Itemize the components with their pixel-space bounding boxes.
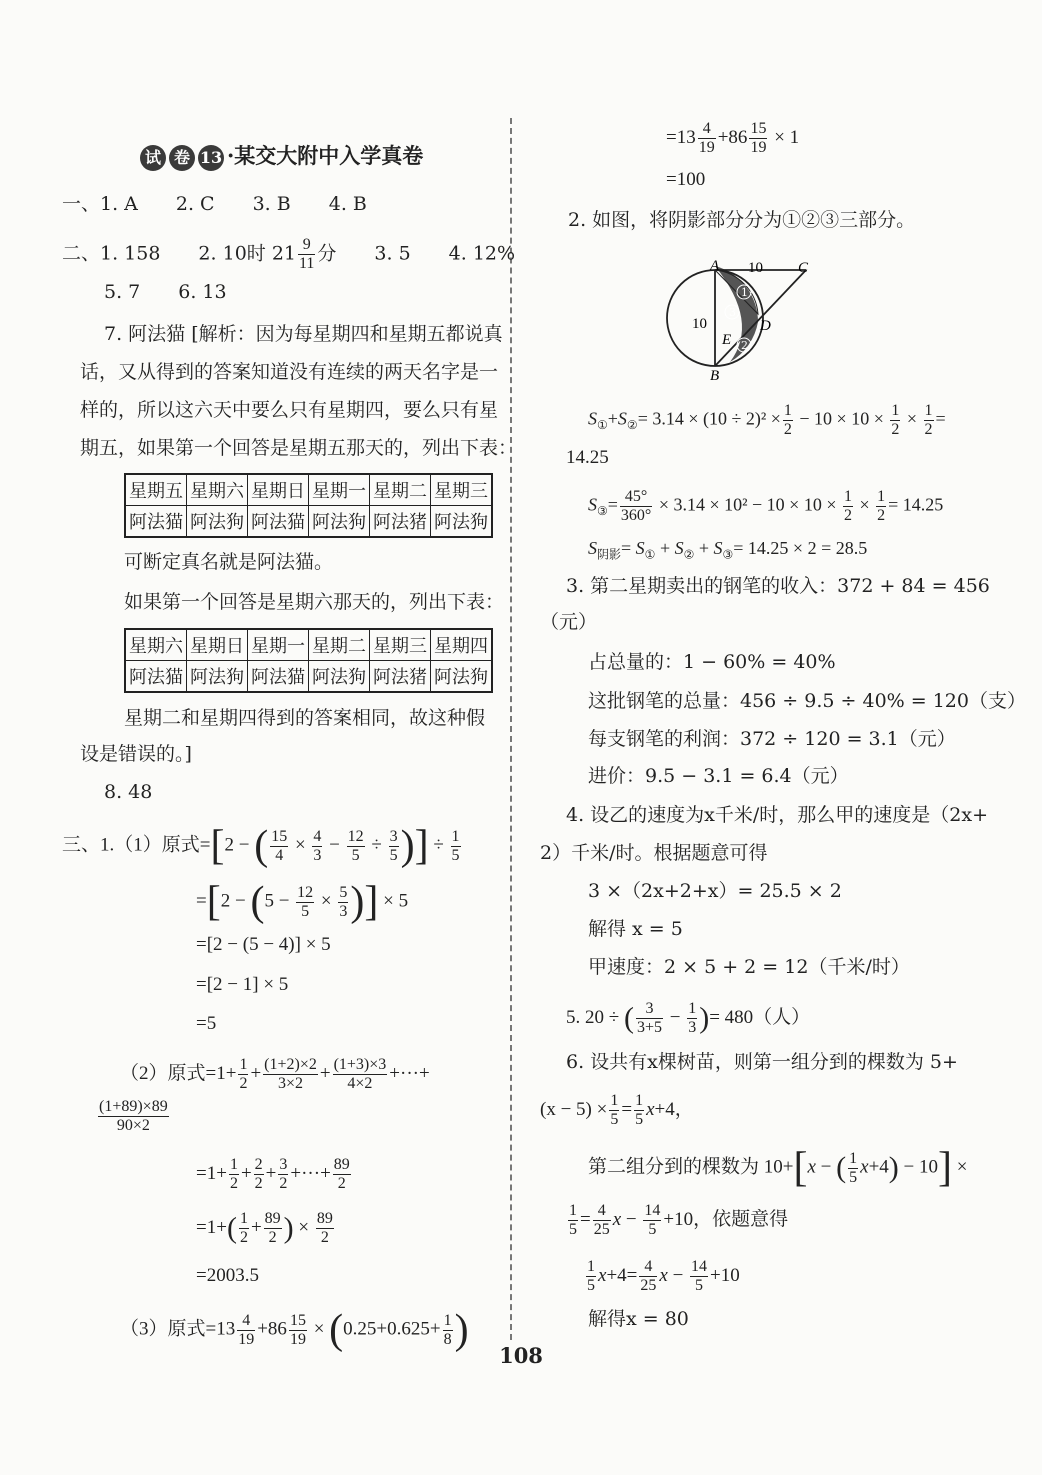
s2-frac-num: 9 bbox=[298, 236, 315, 255]
table-cell: 星期日 bbox=[248, 474, 309, 506]
calc-2-last-num: (1+89)×89 bbox=[99, 1098, 168, 1115]
table-cell: 阿法猫 bbox=[248, 506, 309, 538]
calc-1-line-1: 三、1.（1）原式=[2 − ( $\frac{15}{4}$ × $\frac{4}{3}$ − $\frac{12}{5}$ ÷ $\frac{3}{5}$ )] ÷ $\frac{1}{5}$ bbox=[62, 823, 460, 869]
title-badge-3: 13 bbox=[198, 145, 224, 171]
region-1-label: 1 bbox=[741, 286, 748, 299]
calc-2-eq: =1+ bbox=[196, 1162, 227, 1184]
q5-result: = 480（人） bbox=[709, 1006, 811, 1028]
area-shaded-value: = 14.25 × 2 = 28.5 bbox=[733, 538, 868, 558]
q7-line-3: 样的，所以这六天中要么只有星期四，要么只有星 bbox=[80, 399, 499, 421]
area-shaded: $S_{阴影}= S_① + S_② + S_③= 14.25 \times 2 = 28.5$ bbox=[588, 538, 868, 562]
q8-answer: 8. 48 bbox=[104, 781, 153, 803]
label-ten-left: 10 bbox=[692, 316, 707, 332]
table-cell: 星期三 bbox=[370, 629, 431, 661]
q7-line-4: 期五，如果第一个回答是星期五那天的，列出下表： bbox=[80, 437, 518, 459]
table-cell: 星期六 bbox=[125, 629, 187, 661]
calc-3-label: （3）原式=13 bbox=[120, 1318, 236, 1340]
q7-line-2: 话，又从得到的答案知道没有连续的两天名字是一 bbox=[80, 361, 499, 383]
calc-1-line-4: =[2 − 1] × 5 bbox=[196, 974, 289, 995]
q3-line-1: 3. 第二星期卖出的钢笔的收入：372 + 84 = 456 bbox=[566, 575, 990, 597]
q6-line-3: 第二组分到的棵数为 10+[x − ( $\frac{1}{5}$ x+4) − 10] × bbox=[588, 1145, 968, 1191]
section-2-line-2: 5. 7 6. 13 bbox=[104, 281, 227, 303]
label-E: E bbox=[722, 332, 732, 348]
q6-line-4: $\frac{1}{5}$ = $\frac{4}{25}$ x − $\frac{14}{5}$ +10，依题意得 bbox=[569, 1202, 789, 1238]
calc-2-line-1: （2）原式=1+ $\frac{1}{2}$ + $\frac{(1+2)\times 2}{3\times 2}$ + $\frac{(1+3)\times 3}{4\times 2}$ +···+ bbox=[120, 1056, 430, 1092]
calc-1-line-2: =[2 − (5 − $\frac{12}{5}$ × $\frac{5}{3}$ )] × 5 bbox=[196, 879, 409, 925]
q5-expr: 5. 20 ÷ bbox=[566, 1006, 620, 1028]
q4-line-2: 2）千米/时。根据题意可得 bbox=[540, 842, 768, 864]
section-2-line-1 bbox=[62, 236, 515, 273]
table-cell: 阿法猪 bbox=[370, 661, 431, 693]
table-cell: 阿法狗 bbox=[309, 661, 370, 693]
table-cell: 阿法狗 bbox=[309, 506, 370, 538]
conclusion-2-line-2: 设是错误的。] bbox=[80, 743, 192, 765]
q3-line-5: 每支钢笔的利润：372 ÷ 120 = 3.1（元） bbox=[588, 728, 956, 750]
conclusion-1: 可断定真名就是阿法猫。 bbox=[124, 551, 334, 573]
title-badge-2: 卷 bbox=[169, 145, 195, 171]
table-cell: 阿法狗 bbox=[187, 661, 248, 693]
table-cell: 阿法狗 bbox=[431, 506, 493, 538]
conclusion-2-line-1: 星期二和星期四得到的答案相同，故这种假 bbox=[124, 707, 486, 729]
s2-part-b: 分 3. 5 4. 12% bbox=[317, 242, 516, 265]
calc-3-result: =100 bbox=[666, 169, 706, 190]
table-cell: 星期一 bbox=[248, 629, 309, 661]
s2-frac-den: 11 bbox=[299, 255, 315, 272]
section-1-answers: 一、1. A 2. C 3. B 4. B bbox=[62, 193, 367, 215]
table-cell: 星期五 bbox=[125, 474, 187, 506]
calc-1-eq: = bbox=[196, 890, 207, 912]
table-1 bbox=[124, 473, 493, 538]
table-cell: 阿法狗 bbox=[187, 506, 248, 538]
label-A: A bbox=[710, 258, 720, 274]
area-s12-eq: = bbox=[935, 408, 946, 429]
table-1-head-row bbox=[125, 474, 492, 506]
q6-line-1: 6. 设共有x棵树苗，则第一组分到的棵数为 5+ bbox=[566, 1051, 958, 1073]
table-2 bbox=[124, 628, 493, 693]
q4-line-1: 4. 设乙的速度为x千米/时，那么甲的速度是（2x+ bbox=[566, 804, 989, 826]
calc-3-eq: =13 bbox=[666, 126, 696, 148]
q6-line-5: $\frac{1}{5}$ x+4= $\frac{4}{25}$ x − $\frac{14}{5}$ +10 bbox=[587, 1258, 740, 1294]
region-3-label: 3 bbox=[729, 306, 736, 319]
calc-2-line-4: =1+( $\frac{1}{2}$ + $\frac{89}{2}$ ) × $\frac{89}{2}$ bbox=[196, 1210, 333, 1246]
calc-2-ellipsis: +···+ bbox=[389, 1062, 430, 1084]
calc-1-line-3: =[2 − (5 − 4)] × 5 bbox=[196, 934, 331, 955]
label-ten-top: 10 bbox=[748, 260, 763, 276]
calc-2-line-2 bbox=[96, 1098, 171, 1135]
q3-line-6: 进价：9.5 − 3.1 = 6.4（元） bbox=[588, 765, 849, 787]
area-s12-value: 14.25 bbox=[566, 447, 609, 468]
table-2-data-row bbox=[125, 661, 492, 693]
calc-2-line-3: =1+ $\frac{1}{2}$ + $\frac{2}{2}$ + $\frac{3}{2}$ +···+ $\frac{89}{2}$ bbox=[196, 1156, 350, 1192]
region-2-label: 2 bbox=[741, 339, 748, 352]
title-badge-1: 试 bbox=[140, 145, 166, 171]
calc-3-line-1: （3）原式=13 $\frac{4}{19}$ +86 $\frac{15}{19}$ × (0.25+0.625+ $\frac{1}{8}$ ) bbox=[120, 1307, 469, 1353]
q7-line-1: 7. 阿法猫 [解析：因为每星期四和星期五都说真 bbox=[104, 323, 503, 345]
table-cell: 星期二 bbox=[370, 474, 431, 506]
label-C: C bbox=[798, 260, 809, 276]
table-cell: 阿法狗 bbox=[431, 661, 493, 693]
q3-line-4: 这批钢笔的总量：456 ÷ 9.5 ÷ 40% = 120（支） bbox=[588, 690, 1026, 712]
label-B: B bbox=[710, 368, 720, 384]
s2-fraction bbox=[298, 236, 315, 273]
table-cell: 星期四 bbox=[431, 629, 493, 661]
q6-second-group: 第二组分到的棵数为 10+ bbox=[588, 1156, 794, 1178]
table-cell: 星期一 bbox=[309, 474, 370, 506]
area-s3-value: = 14.25 bbox=[888, 494, 944, 515]
table-cell: 阿法猪 bbox=[370, 506, 431, 538]
q6-according: ，依题意得 bbox=[693, 1208, 789, 1230]
q3-line-3: 占总量的：1 − 60% = 40% bbox=[588, 651, 836, 673]
q6-line-2: (x − 5) × $\frac{1}{5}$ = $\frac{1}{5}$ x+4， bbox=[540, 1092, 694, 1128]
table-cell: 阿法猫 bbox=[125, 661, 187, 693]
table-cell: 星期六 bbox=[187, 474, 248, 506]
title-text: ·某交大附中入学真卷 bbox=[227, 143, 424, 168]
area-s12-expr: = 3.14 × (10 ÷ 2)² × bbox=[637, 408, 781, 429]
table-cell: 星期二 bbox=[309, 629, 370, 661]
calc-1-line-5: =5 bbox=[196, 1013, 217, 1034]
column-divider bbox=[510, 118, 512, 1340]
q2-intro: 2. 如图，将阴影部分分为①②③三部分。 bbox=[568, 209, 916, 231]
exam-title bbox=[140, 140, 423, 171]
label-D: D bbox=[760, 318, 771, 334]
q5-answer: 5. 20 ÷ ( $\frac{3}{3+5}$ − $\frac{1}{3}$ )= 480（人） bbox=[566, 1000, 811, 1036]
q6-result: 解得x = 80 bbox=[588, 1308, 689, 1330]
area-s3: $S_③=$ $\frac{45^\circ}{360^\circ}$ × 3.14 × 10² − 10 × 10 × $\frac{1}{2}$ × $\frac{1}{2}$ = 14.25 bbox=[588, 488, 944, 524]
table-cell: 阿法猫 bbox=[248, 661, 309, 693]
case-2-intro: 如果第一个回答是星期六那天的，列出下表： bbox=[124, 591, 505, 613]
calc-1-label: 三、1.（1）原式= bbox=[62, 834, 211, 856]
q6-expr: (x − 5) × bbox=[540, 1098, 608, 1120]
calc-2-label: （2）原式=1+ bbox=[120, 1062, 237, 1084]
geometry-figure bbox=[660, 252, 820, 386]
table-2-head-row bbox=[125, 629, 492, 661]
q4-line-5: 甲速度：2 × 5 + 2 = 12（千米/时） bbox=[588, 956, 910, 978]
area-s1-s2: $S_①+S_②= 3.14 \times (10 \div 2)^2$ × $\frac{1}{2}$ − 10 × 10 × $\frac{1}{2}$ × $\frac{1}{2}$ = bbox=[588, 402, 946, 438]
table-cell: 阿法猫 bbox=[125, 506, 187, 538]
table-cell: 星期三 bbox=[431, 474, 493, 506]
table-1-data-row bbox=[125, 506, 492, 538]
calc-3-line-2: =13 $\frac{4}{19}$ +86 $\frac{15}{19}$ × 1 bbox=[666, 120, 800, 156]
q4-line-4: 解得 x = 5 bbox=[588, 918, 683, 940]
page-number: 108 bbox=[499, 1343, 543, 1368]
calc-2-last-den: 90×2 bbox=[116, 1117, 150, 1134]
s2-part-a: 二、1. 158 2. 10时 21 bbox=[62, 242, 296, 265]
q4-line-3: 3 ×（2x+2+x）= 25.5 × 2 bbox=[588, 880, 842, 902]
table-cell: 星期日 bbox=[187, 629, 248, 661]
calc-2-result: =2003.5 bbox=[196, 1265, 259, 1286]
q3-line-2: （元） bbox=[540, 611, 598, 633]
